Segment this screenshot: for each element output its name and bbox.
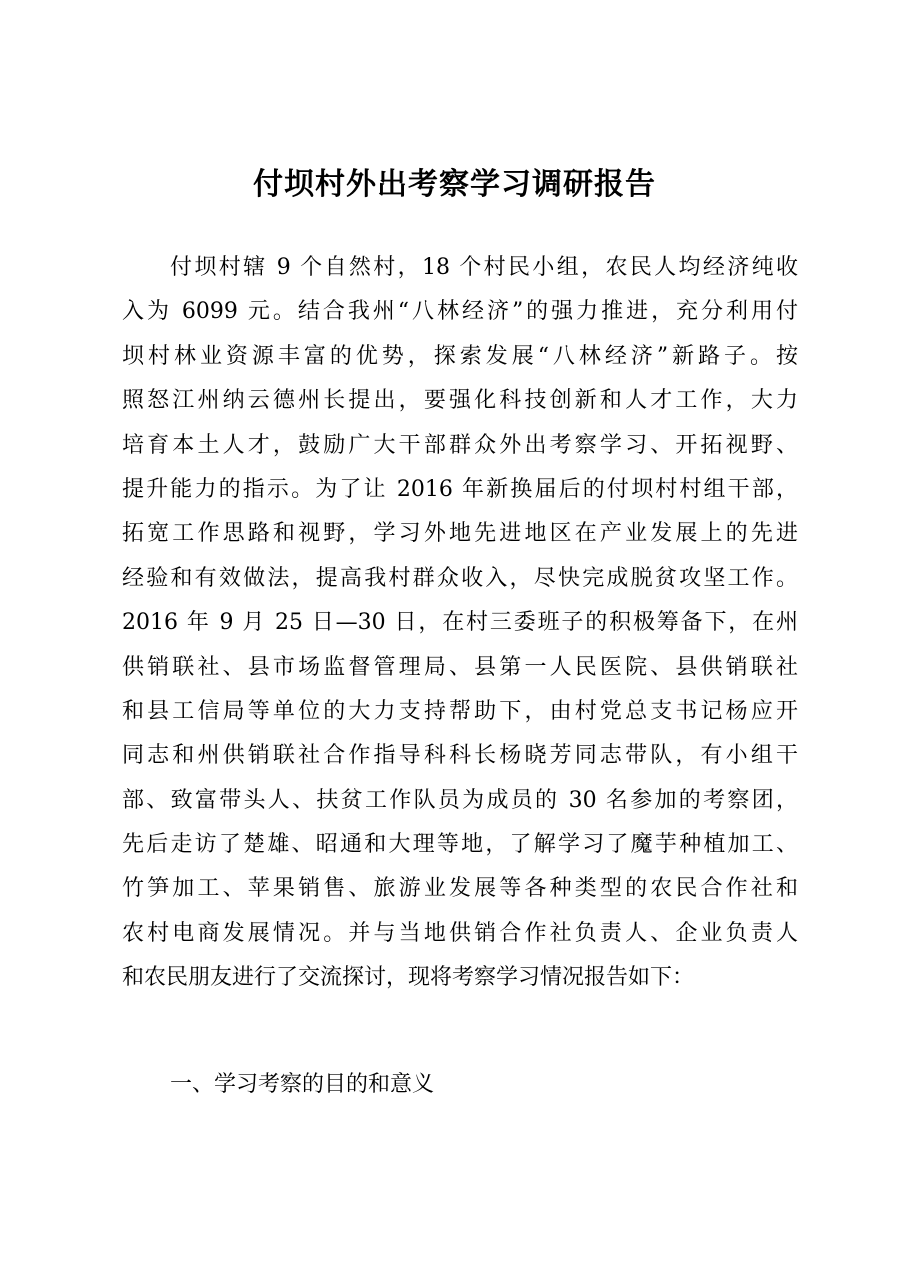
- paragraph-line: 供销联社、县市场监督管理局、县第一人民医院、县供销联社: [122, 654, 798, 680]
- paragraph-line: 和农民朋友进行了交流探讨，现将考察学习情况报告如下：: [122, 965, 695, 991]
- report-paragraph: [122, 246, 798, 1001]
- paragraph-line: 先后走访了楚雄、昭通和大理等地，了解学习了魔芋种植加工、: [122, 832, 798, 858]
- paragraph-line: 培育本土人才，鼓励广大干部群众外出考察学习、开拓视野、: [122, 432, 798, 458]
- paragraph-line: 拓宽工作思路和视野，学习外地先进地区在产业发展上的先进: [122, 521, 798, 547]
- paragraph-line: 同志和州供销联社合作指导科科长杨晓芳同志带队，有小组干: [122, 743, 798, 769]
- document-title: 付坝村外出考察学习调研报告: [253, 167, 656, 202]
- paragraph-line: 照怒江州纳云德州长提出，要强化科技创新和人才工作，大力: [122, 388, 798, 414]
- paragraph-line: 付坝村辖 9 个自然村，18 个村民小组，农民人均经济纯收: [170, 255, 798, 280]
- paragraph-line: 和县工信局等单位的大力支持帮助下，由村党总支书记杨应开: [122, 698, 798, 724]
- paragraph-line: 部、致富带头人、扶贫工作队员为成员的 30 名参加的考察团，: [122, 787, 798, 813]
- paragraph-line: 入为 6099 元。结合我州“八林经济”的强力推进，充分利用付: [122, 299, 798, 325]
- paragraph-line: 2016 年 9 月 25 日—30 日，在村三委班子的积极筹备下，在州: [122, 610, 798, 636]
- paragraph-line: 提升能力的指示。为了让 2016 年新换届后的付坝村村组干部，: [122, 476, 798, 502]
- paragraph-line: 农村电商发展情况。并与当地供销合作社负责人、企业负责人: [122, 920, 798, 946]
- paragraph-line: 经验和有效做法，提高我村群众收入，尽快完成脱贫攻坚工作。: [122, 565, 798, 591]
- paragraph-line: 坝村林业资源丰富的优势，探索发展“八林经济”新路子。按: [122, 343, 798, 369]
- paragraph-line: 竹笋加工、苹果销售、旅游业发展等各种类型的农民合作社和: [122, 876, 798, 902]
- section-heading: 一、学习考察的目的和意义: [170, 1072, 435, 1097]
